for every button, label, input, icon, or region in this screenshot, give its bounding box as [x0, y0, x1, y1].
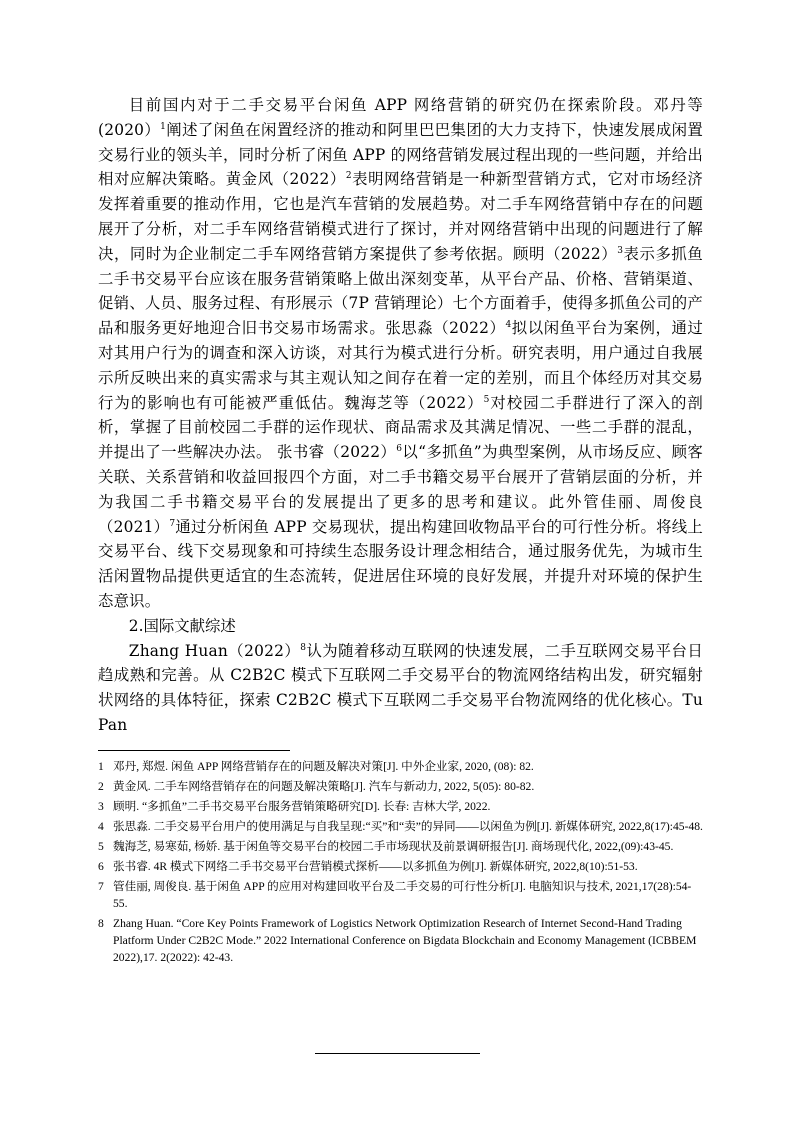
footnote-ref[interactable]: 5 — [483, 394, 490, 405]
page-bottom-rule — [315, 1053, 480, 1054]
section-heading: 2.国际文献综述 — [128, 616, 236, 635]
footnote-separator — [98, 750, 290, 751]
text-run: 目前国内对于二手交易平台闲鱼 APP 网络营销的研究仍在探索阶段。邓丹等(2020） — [98, 96, 703, 139]
text-run: 表明网络营销是一种新型营销方式，它对市场经济发挥着重要的推动作用，它也是汽车营销的发展趋势。对二手车网络营销中存在的问题展开了分析，对二手车网络营销模式进行了探讨，并对网络营销中出现的问题进行了解决，同时为企业制定二手车网络营销方案提供了参考依据。顾明（2022） — [98, 170, 703, 263]
text-run: 阐述了闲鱼在闲置经济的推动和阿里巴巴集团的大力支持下，快速发展成闲置交易行业的领头羊，同时分析了闲鱼 APP 的网络营销发展过程出现的一些问题，并给出相对应解决策略。黄金风（2022） — [98, 120, 703, 189]
footnote-item — [98, 915, 703, 966]
footnote-ref[interactable]: 3 — [617, 245, 624, 256]
text-run: Zhang Huan（2022） — [128, 641, 301, 660]
footnote-text: 邓丹, 郑煜. 闲鱼 APP 网络营销存在的问题及解决对策[J]. 中外企业家, 2020, (08): 82. — [113, 759, 534, 773]
footnote-item — [98, 818, 703, 835]
text-run: 认为随着移动互联网的快速发展，二手互联网交易平台日趋成熟和完善。从 C2B2C 模式下互联网二手交易平台的物流网络结构出发，研究辐射状网络的具体特征，探索 C2B2C 模式下互联网二手交易平台物流网络的优化核心。Tu Pan — [98, 641, 703, 734]
text-run: 以“多抓鱼”为典型案例，从市场反应、顾客关联、关系营销和收益回报四个方面，对二手书籍交易平台展开了营销层面的分析，并为我国二手书籍交易平台的发展提出了更多的思考和建议。此外管佳丽、周俊良（2021） — [98, 443, 703, 536]
paragraph-international-review — [98, 639, 703, 738]
footnote-number: 3 — [98, 799, 104, 813]
footnote-number: 5 — [98, 839, 104, 853]
footnote-item — [98, 778, 703, 795]
footnote-text: 顾明. “多抓鱼”二手书交易平台服务营销策略研究[D]. 长春: 吉林大学, 2022. — [113, 799, 491, 813]
footnote-item — [98, 858, 703, 875]
footnote-number: 2 — [98, 779, 104, 793]
footnote-item — [98, 798, 703, 815]
footnote-item — [98, 838, 703, 855]
paper-page — [98, 93, 703, 969]
footnote-ref[interactable]: 7 — [169, 518, 176, 529]
footnote-number: 4 — [98, 819, 104, 833]
footnote-item — [98, 758, 703, 775]
footnote-item — [98, 878, 703, 912]
footnote-ref[interactable]: 1 — [160, 121, 167, 132]
text-run: 表示多抓鱼二手书交易平台应该在服务营销策略上做出深刻变革，从平台产品、价格、营销渠道、促销、人员、服务过程、有形展示（7P 营销理论）七个方面着手，使得多抓鱼公司的产品和服务更好地迎合旧书交易市场需求。张思淼（2022） — [98, 244, 703, 338]
footnote-ref[interactable]: 6 — [396, 444, 403, 455]
text-run: 通过分析闲鱼 APP 交易现状，提出构建回收物品平台的可行性分析。将线上交易平台、线下交易现象和可持续生态服务设计理念相结合，通过服务优先，为城市生活闲置物品提供更适宜的生态流转，促进居住环境的良好发展，并提升对环境的保护生态意识。 — [98, 517, 704, 610]
text-run: 拟以闲鱼平台为案例，通过对其用户行为的调查和深入访谈，对其行为模式进行分析。研究表明，用户通过自我展示所反映出来的真实需求与其主观认知之间存在着一定的差别，而且个体经历对其交易行为的影响也有可能被严重低估。魏海芝等（2022） — [98, 319, 703, 412]
paragraph-domestic-review — [98, 93, 703, 614]
footnote-number: 1 — [98, 759, 104, 773]
footnote-number: 8 — [98, 916, 104, 930]
text-run: 对校园二手群进行了深入的剖析，掌握了目前校园二手群的运作现状、商品需求及其满足情况、一些二手群的混乱，并提出了一些解决办法。 张书睿（2022） — [98, 393, 703, 462]
footnote-ref[interactable]: 4 — [505, 320, 512, 331]
footnote-ref[interactable]: 2 — [345, 171, 352, 182]
footnote-text: 魏海芝, 易寒茹, 杨娇. 基于闲鱼等交易平台的校园二手市场现状及前景调研报告[J]. 商场现代化, 2022,(09):43-45. — [113, 839, 674, 853]
footnote-number: 6 — [98, 859, 104, 873]
footnote-text: 管佳丽, 周俊良. 基于闲鱼 APP 的应用对构建回收平台及二手交易的可行性分析[J]. 电脑知识与技术, 2021,17(28):54-55. — [113, 879, 692, 910]
footnote-list — [98, 758, 703, 966]
footnote-text: 黄金风. 二手车网络营销存在的问题及解决策略[J]. 汽车与新动力, 2022, 5(05): 80-82. — [113, 779, 535, 793]
footnote-text: 张思淼. 二手交易平台用户的使用满足与自我呈现:“买”和“卖”的异同——以闲鱼为例[J]. 新媒体研究, 2022,8(17):45-48. — [113, 819, 703, 833]
footnote-ref[interactable]: 8 — [300, 642, 307, 653]
footnote-text: 张书睿. 4R 模式下网络二手书交易平台营销模式探析——以多抓鱼为例[J]. 新媒体研究, 2022,8(10):51-53. — [113, 859, 638, 873]
footnote-number: 7 — [98, 879, 104, 893]
footnote-text: Zhang Huan. “Core Key Points Framework of Logistics Network Optimization Research of Internet Second-Hand Trading Platform Under C2B2C Mode.” 2022 International Conference on Bigdata Blockchain and Economy Management (ICBBEM 2022),17. 2(2022): 42-43. — [113, 916, 697, 964]
